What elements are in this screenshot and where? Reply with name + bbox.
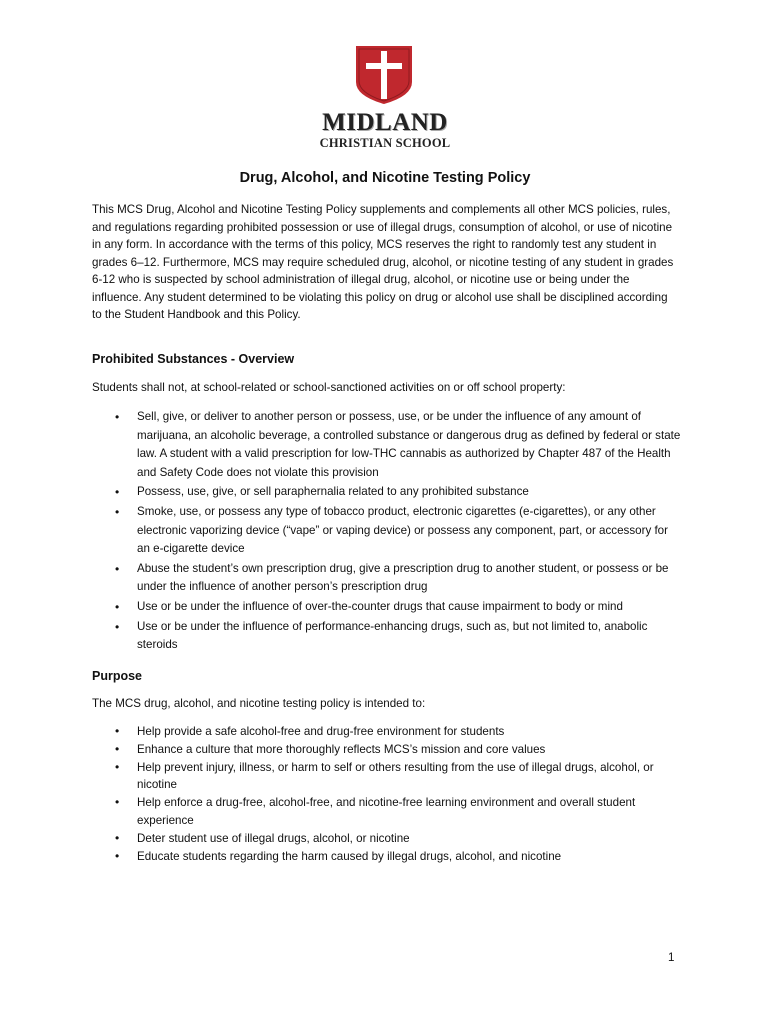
intro-paragraph: This MCS Drug, Alcohol and Nicotine Testing Policy supplements and complements all other MCS policies, rules, and regulations regarding prohibited possession or use of illegal drugs, consumption of alcohol, or use of nicotine in any form. In accordance with the terms of this policy, MCS reserves the right to randomly test any student in grades 6–12. Furthermore, MCS may require scheduled drug, alcohol, or nicotine testing of any student in grades 6-12 who is suspected by school administration of illegal drug, alcohol, or nicotine use or being under the influence. Any student determined to be violating this policy on drug or alcohol use shall be disciplined according to the Student Handbook and this Policy. [92, 203, 674, 321]
list-item: • Use or be under the influence of over-the-counter drugs that cause impairment to body or mind [92, 598, 682, 617]
purpose-heading: Purpose [92, 669, 143, 683]
list-item: • Help prevent injury, illness, or harm to self or others resulting from the use of illegal drugs, alcohol, or nicotine [92, 759, 682, 795]
list-item: • Educate students regarding the harm caused by illegal drugs, alcohol, and nicotine [92, 848, 682, 866]
school-logo [300, 46, 470, 156]
list-item: • Abuse the student’s own prescription drug, give a prescription drug to another student, or possess or be under the influence of another person’s prescription drug [92, 560, 682, 597]
document-title: Drug, Alcohol, and Nicotine Testing Policy [239, 170, 531, 186]
prohibited-heading: Prohibited Substances - Overview [92, 352, 295, 366]
shield-cross-icon [356, 46, 412, 104]
purpose-intro: The MCS drug, alcohol, and nicotine testing policy is intended to: [92, 697, 426, 710]
prohibited-list [92, 408, 682, 656]
list-item: • Enhance a culture that more thoroughly reflects MCS’s mission and core values [92, 741, 682, 759]
list-item: • Smoke, use, or possess any type of tobacco product, electronic cigarettes (e-cigarettes), or any other electronic vaporizing device (“vape” or vaping device) or possess any component, part, or accessory for an e-cigarette device [92, 503, 682, 559]
list-item: • Help enforce a drug-free, alcohol-free, and nicotine-free learning environment and overall student experience [92, 794, 682, 830]
purpose-list [92, 723, 682, 865]
logo-name: MIDLAND [322, 109, 448, 136]
list-item: • Use or be under the influence of performance-enhancing drugs, such as, but not limited to, anabolic steroids [92, 618, 682, 655]
list-item: • Deter student use of illegal drugs, alcohol, or nicotine [92, 830, 682, 848]
list-item: • Possess, use, give, or sell paraphernalia related to any prohibited substance [92, 483, 682, 502]
prohibited-intro: Students shall not, at school-related or school-sanctioned activities on or off school property: [92, 381, 566, 394]
page-number: 1 [668, 951, 675, 964]
list-item: • Sell, give, or deliver to another person or possess, use, or be under the influence of any amount of marijuana, an alcoholic beverage, a controlled substance or dangerous drug as defined by federal or state law. A student with a valid prescription for low-THC cannabis as authorized by Chapter 487 of the Health and Safety Code does not violate this provision [92, 408, 682, 482]
list-item: • Help provide a safe alcohol-free and drug-free environment for students [92, 723, 682, 741]
logo-subtitle: CHRISTIAN SCHOOL [319, 136, 451, 150]
